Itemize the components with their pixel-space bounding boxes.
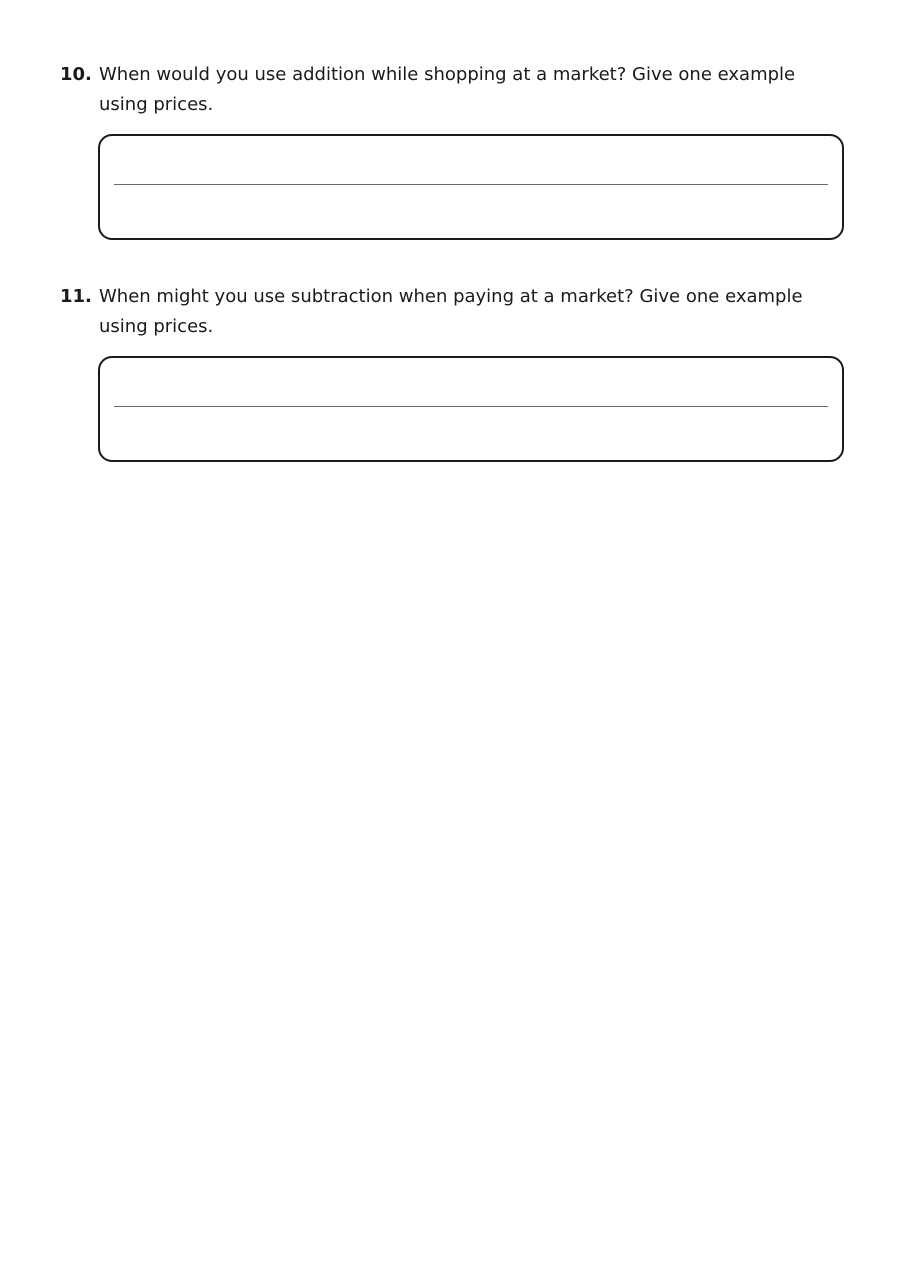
question-header	[60, 60, 850, 120]
question-number: 10.	[60, 64, 92, 85]
answer-box[interactable]	[98, 356, 844, 462]
question-text: When might you use subtraction when paying at a market? Give one example using prices.	[99, 286, 803, 337]
question-number: 11.	[60, 286, 92, 307]
question-text: When would you use addition while shopping at a market? Give one example using prices.	[99, 64, 796, 115]
answer-line	[114, 184, 828, 185]
question-11	[60, 282, 850, 462]
question-header	[60, 282, 850, 342]
question-10	[60, 60, 850, 240]
answer-line	[114, 406, 828, 407]
answer-box[interactable]	[98, 134, 844, 240]
